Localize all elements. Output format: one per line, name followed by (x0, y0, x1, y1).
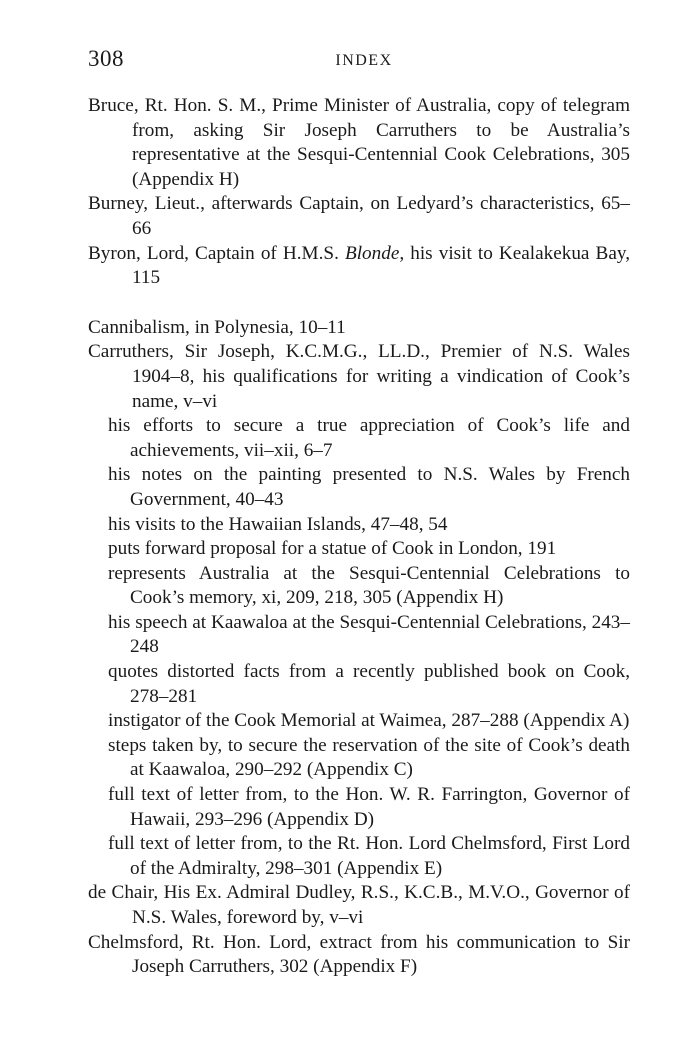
index-subentry: his efforts to secure a true appreciation of Cook’s life and achievements, vii–xii, 6–7 (108, 415, 630, 461)
index-subentry: his visits to the Hawaiian Islands, 47–48, 54 (108, 513, 448, 535)
index-subentry: quotes distorted facts from a recently published book on Cook, 278–281 (108, 661, 630, 707)
index-subentry: his notes on the painting presented to N.S. Wales by French Government, 40–43 (108, 464, 630, 510)
index-subentry: steps taken by, to secure the reservation of the site of Cook’s death at Kaawaloa, 290–292 (Appendix C) (108, 734, 630, 781)
index-entry-burney: Burney, Lieut., afterwards Captain, on Ledyard’s characteristics, 65–66 (88, 193, 630, 239)
entry-text: Byron, Lord, Captain of H.M.S. (88, 242, 345, 264)
index-subentry: his speech at Kaawaloa at the Sesqui-Centennial Celebrations, 243–248 (108, 611, 630, 658)
index-entry-chelmsford: Chelmsford, Rt. Hon. Lord, extract from his communication to Sir Joseph Carruthers, 302 (Appendix F) (88, 931, 630, 978)
index-subentry: represents Australia at the Sesqui-Centennial Celebrations to Cook’s memory, xi, 209, 218, 305 (Appendix H) (108, 562, 630, 609)
index-page (88, 46, 630, 980)
index-subentry: full text of letter from, to the Hon. W. R. Farrington, Governor of Hawaii, 293–296 (Appendix D) (108, 784, 630, 830)
index-subentry: full text of letter from, to the Rt. Hon. Lord Chelmsford, First Lord of the Admiralty, 298–301 (Appendix E) (108, 833, 630, 879)
page-title: INDEX (335, 52, 393, 69)
entry-text: his visit to Kealakekua Bay, 115 (132, 242, 630, 289)
index-entries (88, 94, 630, 980)
index-subentry: instigator of the Cook Memorial at Waimea, 287–288 (Appendix A) (108, 710, 630, 732)
running-head (88, 46, 630, 80)
index-entry-bruce: Bruce, Rt. Hon. S. M., Prime Minister of Australia, copy of telegram from, asking Sir Joseph Carruthers to be Australia’s representative at the Sesqui-Centennial Cook Celebrations, 305 (Appendix H) (88, 95, 630, 190)
page-number: 308 (88, 46, 124, 71)
index-entry-carruthers: Carruthers, Sir Joseph, K.C.M.G., LL.D., Premier of N.S. Wales 1904–8, his qualifications for writing a vindication of Cook’s name, v–vi (88, 341, 630, 412)
ship-name: Blonde, (344, 242, 405, 264)
index-subentry: puts forward proposal for a statue of Cook in London, 191 (108, 538, 557, 560)
index-entry-byron (88, 242, 630, 291)
letter-group-divider (88, 291, 630, 316)
index-entry-de-chair: de Chair, His Ex. Admiral Dudley, R.S., K.C.B., M.V.O., Governor of N.S. Wales, foreword by, v–vi (88, 882, 630, 928)
index-entry-cannibalism: Cannibalism, in Polynesia, 10–11 (88, 316, 346, 338)
